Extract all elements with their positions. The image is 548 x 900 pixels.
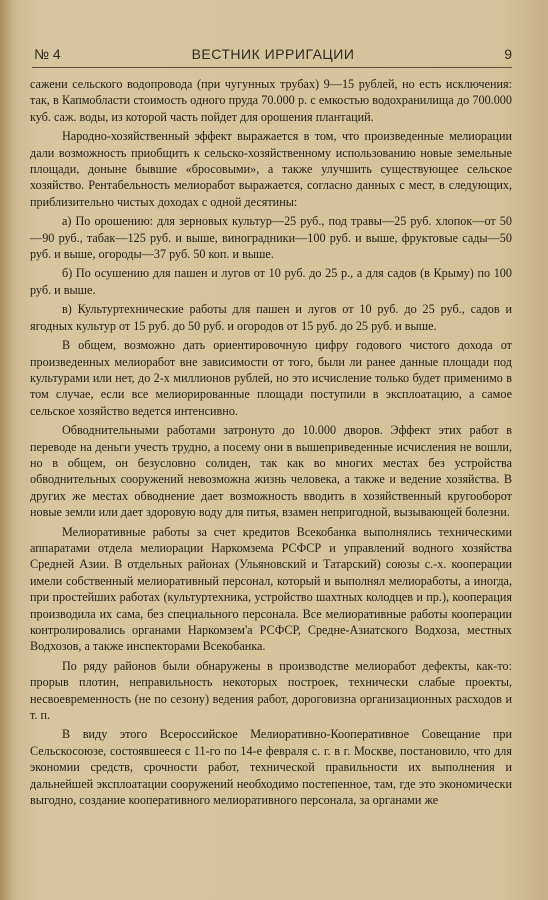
- header-rule: [32, 67, 512, 68]
- paragraph-annual-income: В общем, возможно дать ориентировочную цифру годового чистого дохода от произведенных мелиоработ вне зависимости от того, были ли ранее данные площади под культурами или нет, до 2-х миллионов рублей, но это исчисление только будет применимо в том случае, если все мелиорированные площади поступили в эксплоатацию, а самое сельское хозяйство ведется интенсивно.: [30, 338, 512, 418]
- paragraph-drainage-income: б) По осушению для пашен и лугов от 10 руб. до 25 р., а для садов (в Крыму) по 100 руб. и выше.: [30, 266, 512, 297]
- page-number: 9: [504, 46, 512, 62]
- paragraph-water-supply: Обводнительными работами затронуто до 10.000 дворов. Эффект этих работ в переводе на деньги учесть трудно, а посему они в вышеприведенные исчисления не вошли, но в общем, он безусловно солиден, так как во многих местах без устройства обводнительных сооружений невозможна жизнь человека, а также и ведение хозяйства. В других же местах обводнение дает возможность вводить в хозяйственный кругооборот новые земли или дает здоровую воду для питья, взамен непригодной, вызывающей болезни.: [30, 423, 512, 520]
- paragraph-credit-works: Мелиоративные работы за счет кредитов Всекобанка выполнялись техническими аппаратами отдела мелиорации Наркомзема РСФСР и управлений водного хозяйства Средней Азии. В отдельных районах (Ульяновский и Татарский) союзы с.-х. кооперации имели собственный мелиоративный персонал, который и выполнял мелиоработы, а иногда, при простейших работах (культуртехника, устройство шахтных колодцев и пр.), кооперация производила их сама, без специального персонала. Все мелиоративные работы кооперации контролировались органами Наркомзем'а РСФСР, Средне-Азиатского Водхоза, местных Водхозов, а также инспекторами Всекобанка.: [30, 524, 512, 654]
- article-body: [30, 76, 512, 811]
- paragraph-cost-continuation: сажени сельского водопровода (при чугунных трубах) 9—15 рублей, но есть исключения: так, в Капмобласти стоимость одного пруда 70.000 р. с емкостью водохранилища до 700.000 куб. саж. воды, из которой часть пойдет для орошения плантаций.: [30, 77, 512, 124]
- paragraph-economic-effect: Народно-хозяйственный эффект выражается в том, что произведенные мелиорации дали возможность приобщить к сельско-хозяйственному использованию новые земельные площади, доныне бывшие «бросовыми», а также улучшить существующее сельское хозяйство. Рентабельность мелиоработ выражается, согласно данных с мест, в следующих, приблизительно чистых доходах с одной десятины:: [30, 129, 512, 209]
- paragraph-culturotechnical-income: в) Культуртехнические работы для пашен и лугов от 10 руб. до 25 руб., садов и ягодных культур от 15 руб. до 50 руб. и огородов от 15 руб. до 25 руб. и выше.: [30, 302, 512, 333]
- paragraph-conference-resolution: В виду этого Всероссийское Мелиоративно-Кооперативное Совещание при Сельскосоюзе, состоявшееся с 11-го по 14-е февраля с. г. в г. Москве, постановило, что для экономии средств, срочности работ, технической правильности их выполнения и дальнейшей эксплоатации сооружений необходимо постепенное, там, где это экономически выгодно, создание кооперативного мелиоративного персонала, за органами же: [30, 727, 512, 808]
- journal-title: ВЕСТНИК ИРРИГАЦИИ: [191, 46, 355, 62]
- paragraph-defects: По ряду районов были обнаружены в производстве мелиоработ дефекты, как-то: прорыв плотин, неправильность некоторых построек, технически слабые проекты, несвоевременность (не по сезону) ведения работ, дороговизна организационных расходов и т. п.: [30, 658, 512, 723]
- running-header: [34, 46, 512, 66]
- issue-number: № 4: [34, 46, 61, 62]
- paragraph-irrigation-income: а) По орошению: для зерновых культур—25 руб., под травы—25 руб. хлопок—от 50—90 руб., табак—125 руб. и выше, виноградники—100 руб. и выше, фруктовые сады—50 руб. и выше, огороды—37 руб. 50 коп. и выше.: [30, 214, 512, 262]
